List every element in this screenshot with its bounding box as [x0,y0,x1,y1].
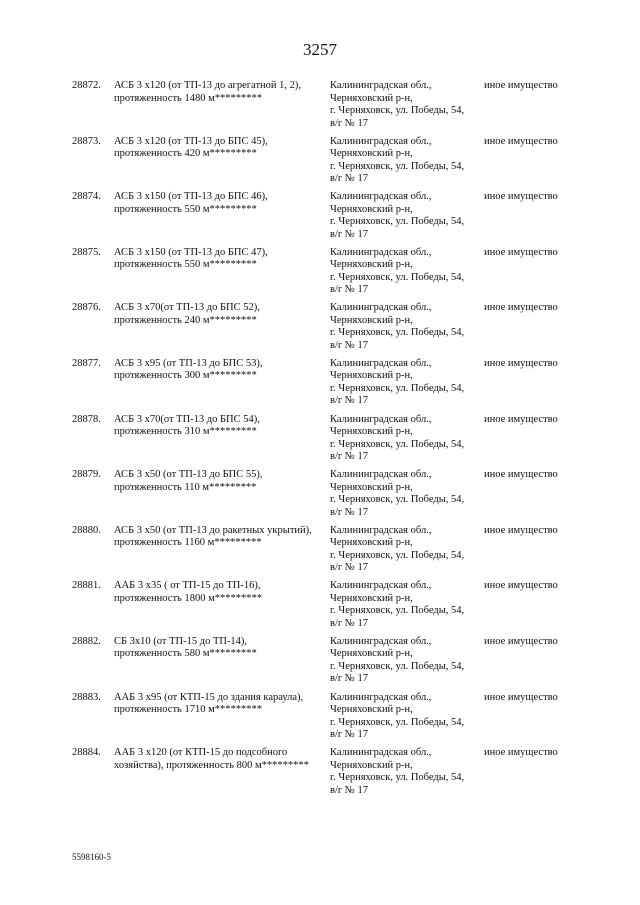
entry-address-line: в/г № 17 [330,284,368,296]
entry-description [114,414,329,439]
entry-description [114,747,329,772]
entry-address-line: в/г № 17 [330,173,368,185]
entry-address-line: г. Черняховск, ул. Победы, 54, [330,494,465,506]
entry-description-line: протяженность 240 м********* [114,314,257,326]
entry-number: 28877. [72,357,101,369]
entry-address [330,692,480,742]
entry-address-line: в/г № 17 [330,562,368,574]
entry-address [330,525,480,575]
entry-number: 28876. [72,302,101,314]
entry-address-line: Калининградская обл., [330,357,432,369]
entry-description-line: СБ 3х10 (от ТП-15 до ТП-14), [114,635,248,647]
entry-number: 28883. [72,691,101,703]
entry-description [114,191,329,216]
entry-address-line: Калининградская обл., [330,413,432,425]
entry-description-line: АСБ 3 х95 (от ТП-13 до БПС 53), [114,357,263,369]
entry-number: 28878. [72,413,101,425]
entry-address [330,469,480,519]
entry-address-line: Черняховский р-н, [330,481,413,493]
entry-description-line: протяженность 550 м********* [114,259,257,271]
entry-number: 28879. [72,469,101,481]
entry-property-type: иное имущество [484,413,558,425]
entry-description-line: АСБ 3 х150 (от ТП-13 до БПС 47), [114,246,268,258]
entry-description-line: АСБ 3 х120 (от ТП-13 до БПС 45), [114,135,268,147]
entry-property-type: иное имущество [484,80,558,91]
entry-description-line: ААБ 3 х120 (от КТП-15 до подсобного [114,747,288,759]
entry-address-line: в/г № 17 [330,729,368,741]
entry-address [330,247,480,297]
entry-description-line: АСБ 3 х70(от ТП-13 до БПС 52), [114,302,260,314]
entry-address-line: в/г № 17 [330,784,368,796]
entry-address [330,580,480,630]
entry-address [330,302,480,352]
entry-description [114,692,329,717]
entry-address-line: Черняховский р-н, [330,592,413,604]
entry-address-line: Калининградская обл., [330,135,432,147]
entry-description [114,580,329,605]
entry-property-type: иное имущество [484,635,558,647]
entry-address-line: Калининградская обл., [330,80,432,91]
entry-address [330,414,480,464]
entry-address-line: в/г № 17 [330,506,368,518]
entry-description [114,525,329,550]
entry-address-line: в/г № 17 [330,117,368,129]
entry-description-line: протяженность 1710 м********* [114,704,262,716]
entry-number: 28881. [72,580,101,592]
entry-address-line: Черняховский р-н, [330,426,413,438]
entry-description [114,80,329,105]
entry-property-type: иное имущество [484,246,558,258]
entry-property-type: иное имущество [484,580,558,592]
entry-number: 28880. [72,524,101,536]
entry-address-line: г. Черняховск, ул. Победы, 54, [330,772,465,784]
entry-address-line: г. Черняховск, ул. Победы, 54, [330,327,465,339]
entry-address [330,747,480,797]
entry-description-line: хозяйства), протяженность 800 м********* [114,759,309,771]
entry-number: 28872. [72,80,101,91]
entry-address-line: Черняховский р-н, [330,259,413,271]
entry-address [330,636,480,686]
entry-address-line: Черняховский р-н, [330,648,413,660]
entry-address [330,136,480,186]
entry-address-line: Черняховский р-н, [330,537,413,549]
entry-description-line: ААБ 3 х35 ( от ТП-15 до ТП-16), [114,580,261,592]
entry-description-line: протяженность 420 м********* [114,148,257,160]
entry-address [330,80,480,130]
entry-description-line: протяженность 580 м********* [114,648,257,660]
entry-description-line: протяженность 300 м********* [114,370,257,382]
entry-description-line: протяженность 550 м********* [114,203,257,215]
entry-address-line: в/г № 17 [330,228,368,240]
entry-address-line: в/г № 17 [330,339,368,351]
entry-address-line: в/г № 17 [330,617,368,629]
entry-address-line: г. Черняховск, ул. Победы, 54, [330,716,465,728]
entry-description-line: протяженность 110 м********* [114,481,257,493]
entry-address-line: Калининградская обл., [330,469,432,481]
entry-address-line: Калининградская обл., [330,580,432,592]
entry-address-line: Калининградская обл., [330,635,432,647]
entry-description-line: АСБ 3 х120 (от ТП-13 до агрегатной 1, 2), [114,80,302,91]
entry-address-line: Черняховский р-н, [330,92,413,104]
entry-address-line: г. Черняховск, ул. Победы, 54, [330,382,465,394]
entry-description [114,136,329,161]
entry-property-type: иное имущество [484,691,558,703]
entry-address-line: г. Черняховск, ул. Победы, 54, [330,660,465,672]
entry-address-line: г. Черняховск, ул. Победы, 54, [330,549,465,561]
entry-address-line: г. Черняховск, ул. Победы, 54, [330,271,465,283]
entry-address [330,358,480,408]
entry-address-line: Калининградская обл., [330,302,432,314]
entry-property-type: иное имущество [484,357,558,369]
entry-number: 28882. [72,635,101,647]
entry-property-type: иное имущество [484,524,558,536]
entry-description-line: протяженность 1160 м********* [114,537,262,549]
entry-address-line: Черняховский р-н, [330,314,413,326]
entry-description-line: протяженность 1800 м********* [114,592,262,604]
entry-address-line: г. Черняховск, ул. Победы, 54, [330,216,465,228]
entry-address-line: г. Черняховск, ул. Победы, 54, [330,605,465,617]
entry-description [114,636,329,661]
entry-description [114,302,329,327]
entry-address-line: Калининградская обл., [330,691,432,703]
entry-address-line: г. Черняховск, ул. Победы, 54, [330,438,465,450]
document-code: 5598160-5 [72,852,111,862]
entry-address-line: в/г № 17 [330,451,368,463]
entry-description-line: АСБ 3 х70(от ТП-13 до БПС 54), [114,413,260,425]
entry-description-line: АСБ 3 х50 (от ТП-13 до ракетных укрытий), [114,524,312,536]
entry-address-line: г. Черняховск, ул. Победы, 54, [330,160,465,172]
entry-description-line: протяженность 310 м********* [114,426,257,438]
entry-description-line: протяженность 1480 м********* [114,92,262,104]
entry-address-line: Черняховский р-н, [330,704,413,716]
page-number: 3257 [303,40,337,59]
entry-address [330,191,480,241]
entry-description-line: АСБ 3 х50 (от ТП-13 до БПС 55), [114,469,263,481]
entry-address-line: Черняховский р-н, [330,148,413,160]
entry-address-line: в/г № 17 [330,673,368,685]
entry-number: 28874. [72,191,101,203]
entry-address-line: Калининградская обл., [330,191,432,203]
entry-number: 28873. [72,135,101,147]
entry-property-type: иное имущество [484,191,558,203]
entry-address-line: Черняховский р-н, [330,370,413,382]
entry-description-line: ААБ 3 х95 (от КТП-15 до здания караула), [114,691,304,703]
entry-property-type: иное имущество [484,469,558,481]
entry-address-line: Калининградская обл., [330,524,432,536]
entry-description [114,247,329,272]
entry-description [114,358,329,383]
entry-address-line: Черняховский р-н, [330,203,413,215]
entry-property-type: иное имущество [484,135,558,147]
entry-number: 28884. [72,747,101,759]
entry-description [114,469,329,494]
entry-number: 28875. [72,246,101,258]
entry-address-line: Калининградская обл., [330,246,432,258]
entry-property-type: иное имущество [484,747,558,759]
entry-address-line: г. Черняховск, ул. Победы, 54, [330,105,465,116]
entry-address-line: Черняховский р-н, [330,759,413,771]
entry-property-type: иное имущество [484,302,558,314]
entry-address-line: в/г № 17 [330,395,368,407]
entry-address-line: Калининградская обл., [330,747,432,759]
entry-description-line: АСБ 3 х150 (от ТП-13 до БПС 46), [114,191,268,203]
